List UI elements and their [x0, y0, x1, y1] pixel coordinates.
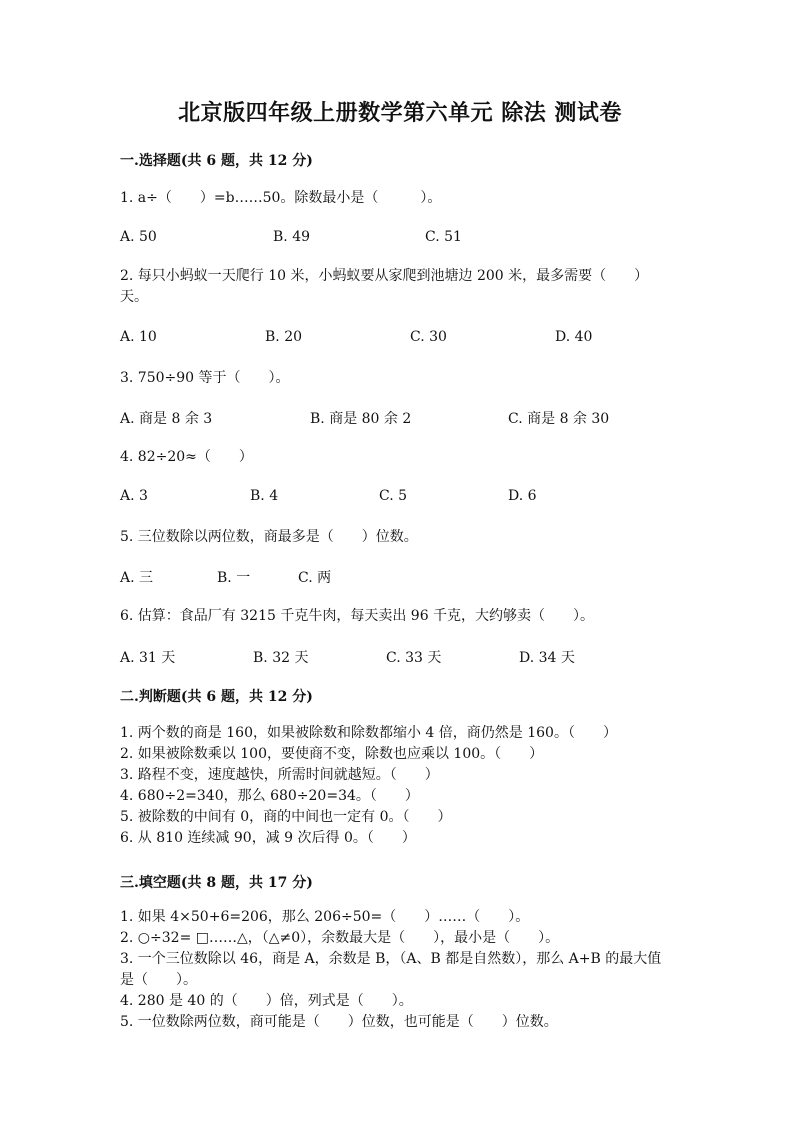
list-item: 1. 两个数的商是 160，如果被除数和除数都缩小 4 倍，商仍然是 160。（ ） [120, 725, 617, 741]
list-item: 2. ○÷32= □……△，（△≠0），余数最大是（ ），最小是（ ）。 [120, 930, 560, 946]
options-4 [120, 488, 680, 508]
options-1 [120, 229, 680, 249]
list-item: 4. 680÷2=340，那么 680÷20=34。（ ） [120, 788, 419, 804]
question-6: 6. 估算：食品厂有 3215 千克牛肉，每天卖出 96 千克，大约够卖（ ）。 [120, 608, 595, 624]
option-c: C. 30 [410, 329, 447, 345]
option-a: A. 31 天 [120, 650, 176, 666]
question-5: 5. 三位数除以两位数，商最多是（ ）位数。 [120, 529, 418, 545]
option-a: A. 商是 8 余 3 [120, 411, 213, 427]
list-item: 1. 如果 4×50+6=206，那么 206÷50=（ ）……（ ）。 [120, 909, 530, 925]
option-c: C. 5 [379, 488, 408, 504]
question-3: 3. 750÷90 等于（ ）。 [120, 370, 290, 386]
section-heading-choice: 一.选择题(共 6 题，共 12 分) [120, 153, 313, 169]
option-c: C. 33 天 [386, 650, 442, 666]
options-3 [120, 408, 680, 428]
list-item: 3. 一个三位数除以 46，商是 A，余数是 B，（A、B 都是自然数），那么 A+B 的最大值是（ ）。 [120, 951, 662, 988]
option-b: B. 4 [250, 488, 279, 504]
option-b: B. 20 [265, 329, 303, 345]
option-b: B. 49 [273, 229, 311, 245]
list-item: 5. 一位数除两位数，商可能是（ ）位数，也可能是（ ）位数。 [120, 1014, 558, 1030]
options-2 [120, 329, 680, 349]
judgement-list [120, 723, 617, 849]
option-b: B. 32 天 [253, 650, 309, 666]
options-5 [120, 567, 680, 587]
section-heading-fill-blank: 三.填空题(共 8 题，共 17 分) [120, 875, 313, 891]
option-d: D. 40 [555, 329, 593, 345]
question-1: 1. a÷（ ）=b……50。除数最小是（ ）。 [120, 190, 442, 206]
list-item: 2. 如果被除数乘以 100，要使商不变，除数也应乘以 100。（ ） [120, 746, 544, 762]
option-b: B. 商是 80 余 2 [310, 411, 412, 427]
page-title: 北京版四年级上册数学第六单元 除法 测试卷 [178, 100, 622, 126]
list-item: 4. 280 是 40 的（ ）倍，列式是（ ）。 [120, 993, 413, 1009]
option-d: D. 34 天 [519, 650, 575, 666]
option-a: A. 三 [120, 570, 154, 586]
option-a: A. 10 [120, 329, 157, 345]
option-a: A. 3 [120, 488, 148, 504]
option-d: D. 6 [508, 488, 537, 504]
list-item: 3. 路程不变，速度越快，所需时间就越短。（ ） [120, 767, 439, 783]
option-c: C. 商是 8 余 30 [508, 411, 610, 427]
question-2: 2. 每只小蚂蚁一天爬行 10 米，小蚂蚁要从家爬到池塘边 200 米，最多需要（ ）天。 [120, 268, 649, 305]
option-c: C. 两 [298, 570, 332, 586]
option-b: B. 一 [217, 570, 251, 586]
option-a: A. 50 [120, 229, 157, 245]
list-item: 6. 从 810 连续减 90，减 9 次后得 0。（ ） [120, 830, 416, 846]
question-4: 4. 82÷20≈（ ） [120, 449, 253, 465]
option-c: C. 51 [425, 229, 462, 245]
section-heading-judgement: 二.判断题(共 6 题，共 12 分) [120, 689, 313, 705]
list-item: 5. 被除数的中间有 0，商的中间也一定有 0。（ ） [120, 809, 452, 825]
options-6 [120, 647, 680, 667]
fill-blank-list [120, 907, 675, 1033]
